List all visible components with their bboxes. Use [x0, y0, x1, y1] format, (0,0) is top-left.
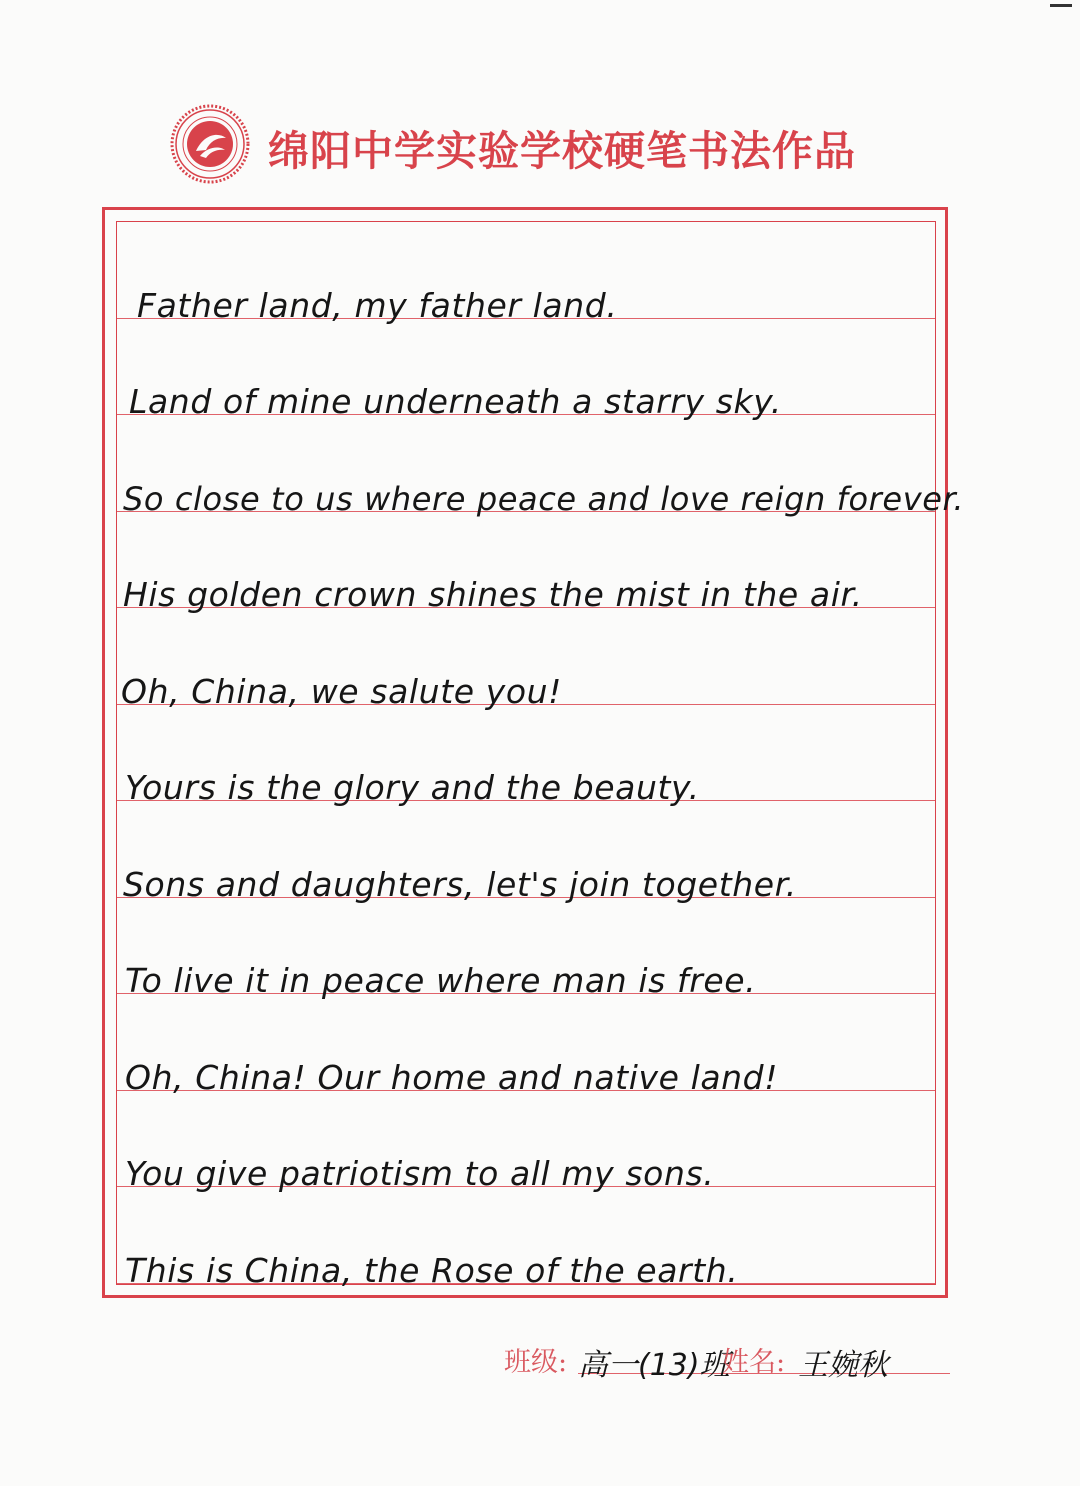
poem-line [117, 1091, 935, 1193]
name-label: 姓名: [722, 1347, 786, 1378]
writing-frame [102, 207, 965, 1298]
poem-line [117, 898, 935, 1000]
school-seal-icon [170, 104, 250, 184]
student-info [504, 1338, 950, 1383]
page-header [170, 104, 910, 194]
poem-line [117, 608, 935, 711]
page-speck [1050, 4, 1072, 7]
poem-line-text: Oh, China, we salute you! [121, 671, 562, 711]
class-value: 高一(13)班 [578, 1348, 730, 1383]
poem-line-text: This is China, the Rose of the earth. [125, 1250, 739, 1290]
poem-line [117, 801, 935, 904]
poem-line [117, 705, 935, 807]
name-value: 王婉秋 [798, 1348, 888, 1383]
poem-line [117, 512, 935, 614]
poem-line-text: Yours is the glory and the beauty. [125, 768, 700, 807]
poem-line [117, 415, 965, 518]
poem-line-text: So close to us where peace and love reign forever. [123, 479, 965, 518]
poem-line-text: To live it in peace where man is free. [125, 961, 757, 1000]
poem-line-text: You give patriotism to all my sons. [125, 1154, 715, 1193]
school-title: 绵阳中学实验学校硬笔书法作品 [268, 127, 856, 175]
writing-frame-inner [116, 221, 965, 1290]
class-label: 班级: [504, 1347, 568, 1378]
poem-line-text: Father land, my father land. [137, 285, 618, 325]
poem-line [117, 222, 935, 325]
poem-line-text: Oh, China! Our home and native land! [125, 1057, 779, 1097]
writing-lines [117, 222, 965, 1290]
poem-line-text: His golden crown shines the mist in the air. [123, 575, 863, 614]
poem-line [117, 319, 935, 421]
poem-line-text: Land of mine underneath a starry sky. [129, 382, 782, 421]
poem-line [117, 1187, 935, 1290]
poem-line [117, 994, 935, 1097]
poem-line-text: Sons and daughters, let's join together. [123, 864, 797, 904]
